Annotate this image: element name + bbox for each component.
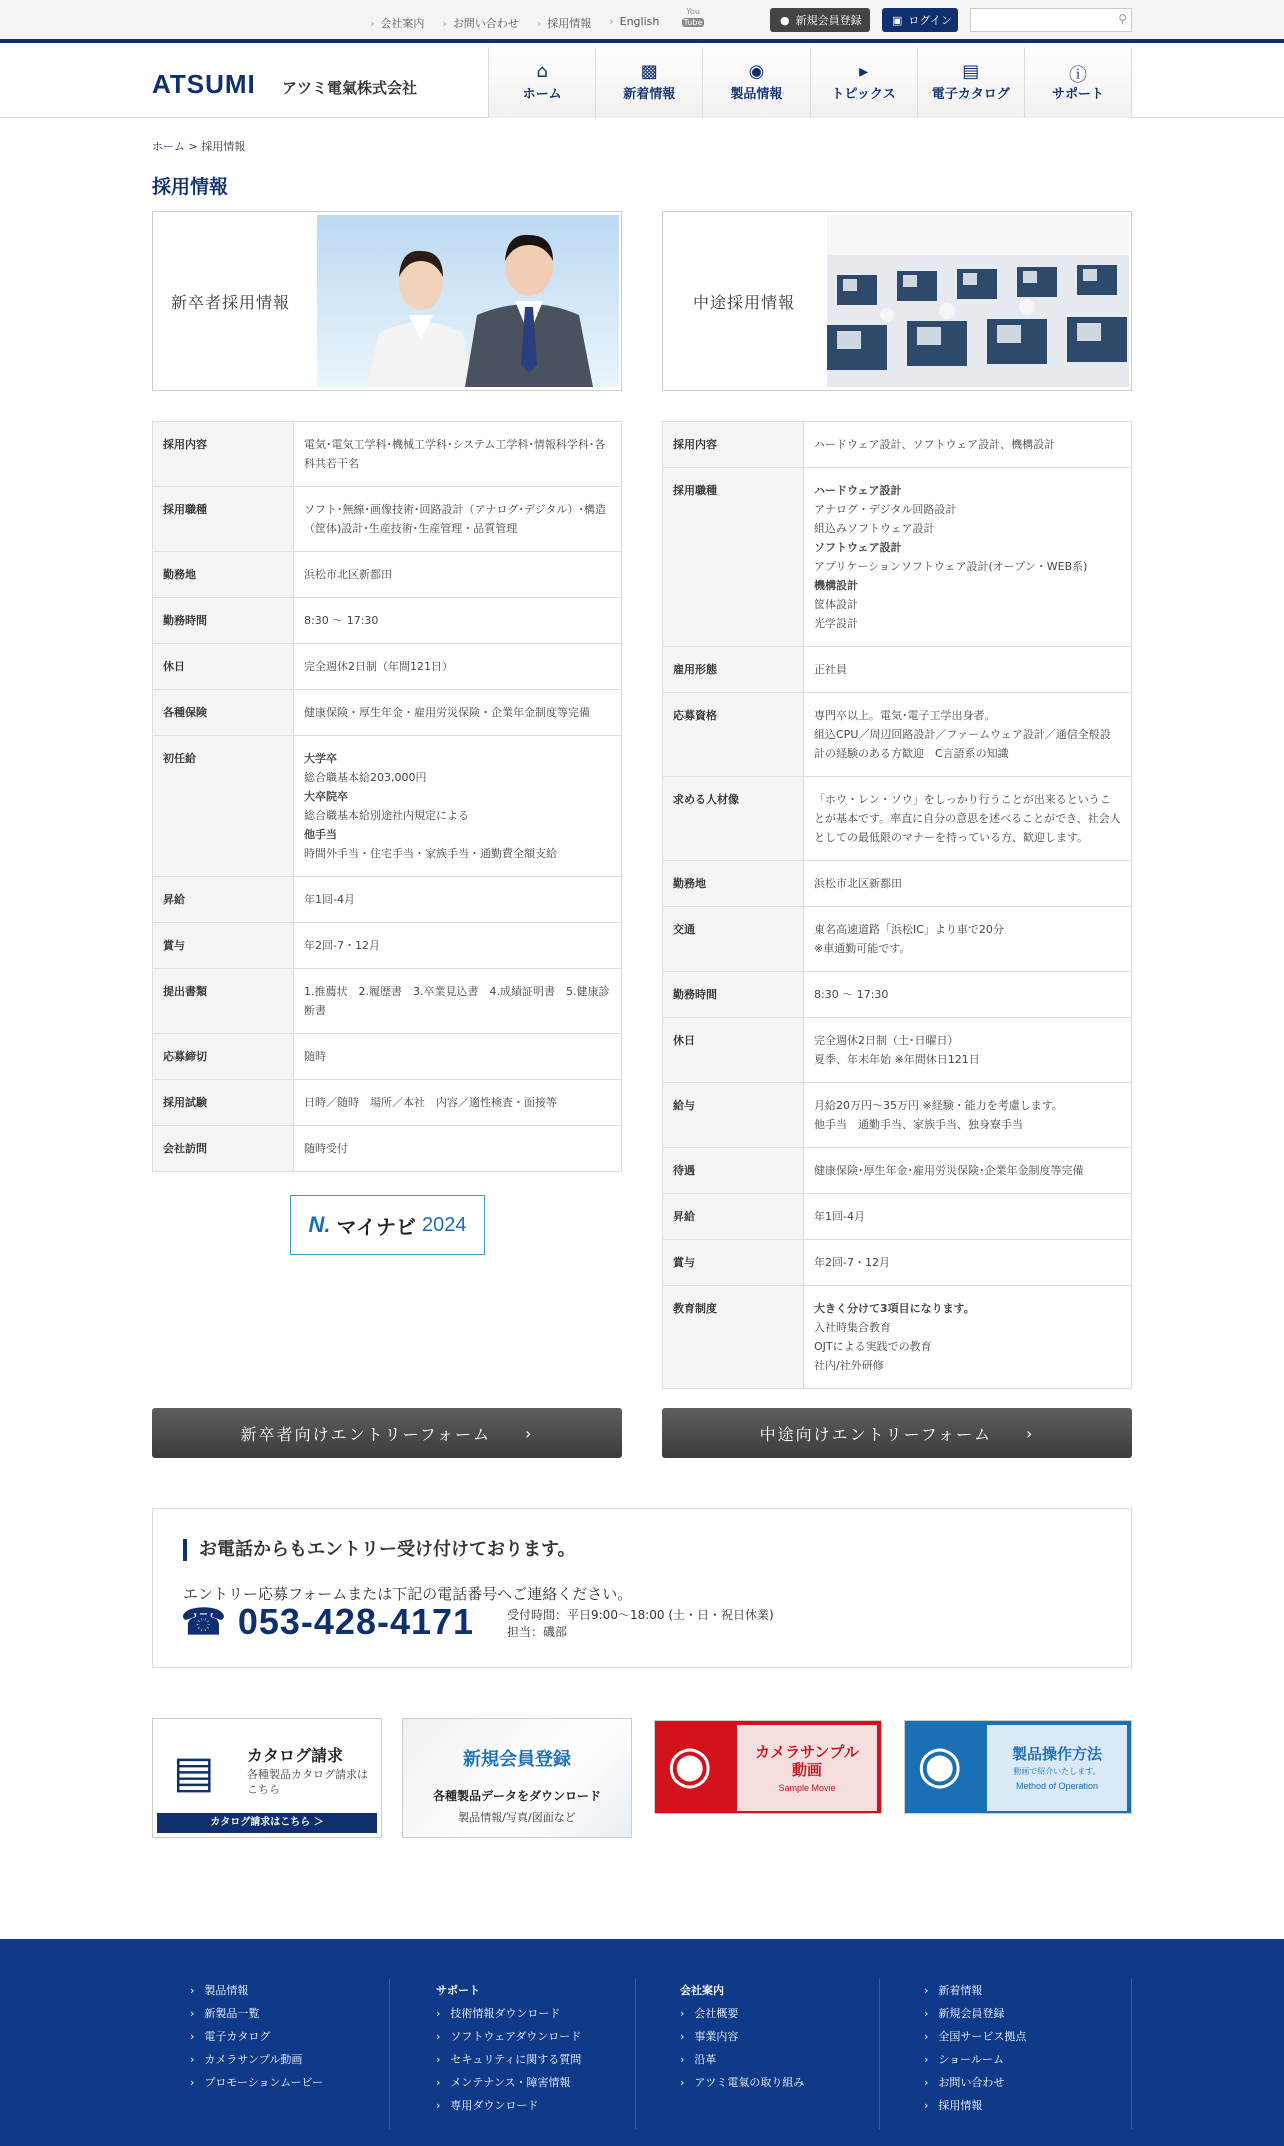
phone-icon: ☎ — [181, 1601, 227, 1642]
value-line: 月給20万円～35万円 ※経験・能力を考慮します。 — [814, 1099, 1063, 1112]
value-line: ※車通勤可能です。 — [814, 942, 911, 955]
search-icon[interactable]: ⚲ — [1118, 12, 1127, 26]
table-value — [804, 777, 1132, 861]
value-line: 組込CPU／周辺回路設計／ファームウェア設計／通信全般設計の経験のある方歓迎 C言語系の知識 — [814, 728, 1111, 760]
value-line: 組込みソフトウェア設計 — [814, 522, 935, 535]
value-line: 夏季、年末年始 ※年間休日121日 — [814, 1053, 980, 1066]
value-line: 光学設計 — [814, 617, 858, 630]
table-row — [663, 1286, 1132, 1389]
chevron-right-icon: › — [525, 1423, 534, 1443]
table-key: 各種保険 — [153, 690, 294, 736]
nav-home[interactable]: ⌂ ホーム — [489, 47, 596, 118]
table-key: 昇給 — [153, 877, 294, 923]
table-key: 求める人材像 — [663, 777, 804, 861]
value-line: 浜松市北区新都田 — [304, 568, 392, 581]
footer-link[interactable]: › 新着情報 — [924, 1979, 1131, 2002]
value-line: 年2回-7・12月 — [304, 939, 380, 952]
value-line: 東名高速道路「浜松IC」より車で20分 — [814, 923, 1004, 936]
logo-company-name[interactable]: アツミ電氣株式会社 — [282, 79, 418, 97]
utility-link-recruit[interactable]: › 採用情報 — [536, 17, 592, 30]
youtube-icon[interactable]: You Tube — [683, 7, 703, 27]
value-line: 随時受付 — [304, 1142, 348, 1155]
footer-link[interactable]: › 新規会員登録 — [924, 2002, 1131, 2025]
info-icon: ⓘ — [1068, 65, 1087, 86]
value-line: 大きく分けて3項目になります。 — [814, 1302, 975, 1315]
table-key: 賞与 — [663, 1240, 804, 1286]
table-row — [153, 422, 622, 487]
chevron-right-icon: › — [1026, 1423, 1035, 1443]
sample-movie-panel: カメラサンプル 動画 Sample Movie — [737, 1725, 877, 1811]
utility-link-contact[interactable]: › お問い合わせ — [442, 17, 519, 30]
table-row — [663, 1194, 1132, 1240]
table-key: 初任給 — [153, 736, 294, 877]
table-value — [294, 690, 622, 736]
footer-link[interactable]: › セキュリティに関する質問 — [436, 2048, 635, 2071]
footer-link[interactable]: › プロモーションムービー — [190, 2071, 389, 2094]
table-value — [804, 861, 1132, 907]
table-value — [294, 969, 622, 1034]
table-row — [663, 861, 1132, 907]
breadcrumb-home[interactable]: ホーム — [152, 140, 185, 153]
table-row — [663, 907, 1132, 972]
table-value — [804, 693, 1132, 777]
table-value — [804, 907, 1132, 972]
utility-link-company[interactable]: › 会社案内 — [370, 17, 425, 30]
catalog-request-banner[interactable]: ▤ カタログ請求 各種製品カタログ請求はこちら カタログ請求はこちら ＞ — [152, 1718, 382, 1838]
footer-heading[interactable]: 会社案内 — [680, 1984, 724, 1997]
new-grad-banner-label: 新卒者採用情報 — [171, 293, 291, 312]
value-line: 社内/社外研修 — [814, 1359, 884, 1372]
value-line: ハードウェア設計、ソフトウェア設計、機構設計 — [814, 438, 1056, 451]
footer-link[interactable]: › 会社概要 — [680, 2002, 879, 2025]
table-key: 休日 — [153, 644, 294, 690]
table-key: 提出書類 — [153, 969, 294, 1034]
logo[interactable]: ATSUMI — [152, 69, 256, 99]
open-book-icon: ▤ — [173, 1747, 215, 1798]
table-row — [153, 644, 622, 690]
value-line: 健康保険･厚生年金･雇用労災保険･企業年金制度等完備 — [814, 1164, 1084, 1177]
value-line: 他手当 — [304, 828, 337, 841]
book-icon: ▤ — [962, 61, 980, 82]
table-value — [294, 552, 622, 598]
footer-link[interactable]: › 製品情報 — [190, 1979, 389, 2002]
footer-link[interactable]: › 新製品一覧 — [190, 2002, 389, 2025]
footer-link[interactable]: › カメラサンプル動画 — [190, 2048, 389, 2071]
value-line: 総合職基本給別途社内規定による — [304, 809, 469, 822]
mid-career-banner[interactable] — [662, 211, 1132, 391]
table-row — [153, 598, 622, 644]
table-key: 待遇 — [663, 1148, 804, 1194]
table-key: 採用内容 — [663, 422, 804, 468]
phone-hours: 受付時間：平日9:00～18:00 (土・日・祝日休業) 担当：磯部 — [507, 1608, 774, 1639]
table-row — [663, 693, 1132, 777]
movie-camera-icon: ◉ — [917, 1735, 963, 1795]
breadcrumb-current: 採用情報 — [201, 140, 246, 153]
camera-icon: ◉ — [748, 61, 765, 82]
table-value — [804, 1018, 1132, 1083]
value-line: 8:30 ～ 17:30 — [814, 988, 889, 1001]
value-line: 完全週休2日制（土･日曜日） — [814, 1034, 959, 1047]
value-line: 専門卒以上。電気･電子工学出身者。 — [814, 709, 996, 722]
table-key: 勤務時間 — [663, 972, 804, 1018]
table-value — [294, 923, 622, 969]
phone-lead: エントリー応募フォームまたは下記の電話番号へご連絡ください。 — [183, 1585, 633, 1603]
table-value — [294, 422, 622, 487]
table-value — [804, 1286, 1132, 1389]
value-line: 浜松市北区新都田 — [814, 877, 902, 890]
nav-support[interactable]: ⓘ サポート — [1025, 47, 1132, 118]
footer-link[interactable]: › 全国サービス拠点 — [924, 2025, 1131, 2048]
value-line: ソフトウェア設計 — [814, 541, 902, 554]
mynavi-banner[interactable]: N. マイナビ 2024 — [290, 1195, 485, 1255]
table-row — [663, 777, 1132, 861]
table-key: 賞与 — [153, 923, 294, 969]
register-button[interactable]: ● 新規会員登録 — [770, 8, 870, 32]
table-row — [153, 1080, 622, 1126]
table-row — [663, 647, 1132, 693]
table-row — [663, 1018, 1132, 1083]
table-value — [804, 647, 1132, 693]
movie-camera-icon: ◉ — [667, 1735, 713, 1795]
value-line: 8:30 ～ 17:30 — [304, 614, 379, 627]
mid-career-entry-button[interactable]: 中途向けエントリーフォーム › — [662, 1408, 1132, 1458]
site-footer — [0, 1939, 1284, 2146]
new-grad-banner[interactable] — [152, 211, 622, 391]
table-row — [153, 552, 622, 598]
value-line: 大卒院卒 — [304, 790, 348, 803]
sample-movie-banner[interactable] — [654, 1720, 882, 1814]
table-key: 交通 — [663, 907, 804, 972]
table-row — [663, 468, 1132, 647]
footer-col-products — [190, 1979, 390, 2129]
phone-heading: お電話からもエントリー受け付けております。 — [183, 1539, 576, 1561]
table-row — [153, 877, 622, 923]
nav-catalog[interactable]: ▤ 電子カタログ — [918, 47, 1025, 118]
table-key: 会社訪問 — [153, 1126, 294, 1172]
value-line: 随時 — [304, 1050, 326, 1063]
home-icon: ⌂ — [536, 61, 548, 82]
table-value — [804, 1194, 1132, 1240]
mid-career-banner-label: 中途採用情報 — [693, 293, 796, 312]
site-header — [0, 47, 1284, 118]
utility-links — [370, 15, 659, 31]
value-line: 他手当 通勤手当、家族手当、独身寮手当 — [814, 1118, 1023, 1131]
footer-link[interactable]: › 電子カタログ — [190, 2025, 389, 2048]
table-row — [153, 969, 622, 1034]
table-value — [294, 1080, 622, 1126]
table-value — [804, 422, 1132, 468]
footer-link[interactable]: › 専用ダウンロード — [436, 2094, 635, 2117]
table-row — [153, 690, 622, 736]
table-value — [804, 972, 1132, 1018]
operation-method-panel: 製品操作方法 動画で紹介いたします。 Method of Operation — [987, 1725, 1127, 1811]
table-key: 採用職種 — [663, 468, 804, 647]
table-row — [153, 1034, 622, 1080]
footer-heading[interactable]: サポート — [436, 1984, 480, 1997]
office-photo — [827, 215, 1129, 387]
value-line: 時間外手当・住宅手当・家族手当・通勤費全額支給 — [304, 847, 557, 860]
value-line: 日時／随時 場所／本社 内容／適性検査・面接等 — [304, 1096, 557, 1109]
value-line: ハードウェア設計 — [814, 484, 902, 497]
footer-link[interactable]: › お問い合わせ — [924, 2071, 1131, 2094]
value-line: 健康保険・厚生年金・雇用労災保険・企業年金制度等完備 — [304, 706, 590, 719]
footer-link[interactable]: › ソフトウェアダウンロード — [436, 2025, 635, 2048]
mynavi-logo-icon: N. — [308, 1212, 331, 1237]
table-row — [153, 1126, 622, 1172]
phone-number[interactable]: ☎ 053-428-4171 — [181, 1601, 475, 1642]
value-line: OJTによる実践での教育 — [814, 1340, 932, 1353]
mid-career-table — [662, 421, 1132, 1389]
table-key: 応募締切 — [153, 1034, 294, 1080]
footer-link[interactable]: › 事業内容 — [680, 2025, 879, 2048]
value-line: アナログ・デジタル回路設計 — [814, 503, 957, 516]
search-box — [970, 8, 1132, 32]
table-key: 採用職種 — [153, 487, 294, 552]
table-key: 応募資格 — [663, 693, 804, 777]
new-grad-entry-button[interactable]: 新卒者向けエントリーフォーム › — [152, 1408, 622, 1458]
value-line: 機構設計 — [814, 579, 858, 592]
member-register-banner[interactable]: 新規会員登録 各種製品データをダウンロード 製品情報/写真/図面など — [402, 1718, 632, 1838]
utility-link-english[interactable]: › English — [609, 15, 660, 28]
page-title: 採用情報 — [152, 176, 229, 198]
footer-link[interactable]: › 技術情報ダウンロード — [436, 2002, 635, 2025]
value-line: 正社員 — [814, 663, 847, 676]
value-line: 1.推薦状 2.履歴書 3.卒業見込書 4.成績証明書 5.健康診断書 — [304, 985, 610, 1017]
value-line: 年1回-4月 — [814, 1210, 865, 1223]
breadcrumb: ホーム > 採用情報 — [152, 140, 246, 153]
table-key: 休日 — [663, 1018, 804, 1083]
table-value — [294, 644, 622, 690]
lock-icon: ▣ — [892, 13, 903, 27]
footer-link[interactable]: › 沿革 — [680, 2048, 879, 2071]
table-value — [804, 1148, 1132, 1194]
table-row — [663, 1083, 1132, 1148]
footer-link[interactable]: › ショールーム — [924, 2048, 1131, 2071]
table-value — [804, 1240, 1132, 1286]
phone-entry-box — [152, 1508, 1132, 1668]
table-key: 給与 — [663, 1083, 804, 1148]
table-value — [294, 487, 622, 552]
catalog-request-link[interactable]: カタログ請求はこちら ＞ — [157, 1813, 377, 1833]
chat-icon: ▩ — [640, 61, 658, 82]
table-value — [294, 877, 622, 923]
table-row — [153, 736, 622, 877]
nav-products[interactable]: ◉ 製品情報 — [703, 47, 810, 118]
value-line: 年1回-4月 — [304, 893, 355, 906]
table-key: 勤務時間 — [153, 598, 294, 644]
table-value — [294, 1034, 622, 1080]
footer-col-support — [436, 1979, 636, 2129]
value-line: 「ホウ・レン・ソウ」をしっかり行うことが出来るということが基本です。率直に自分の意思を述べることができ、社会人としての最低限のマナーを持っている方、歓迎します。 — [814, 793, 1121, 844]
value-line: 入社時集合教育 — [814, 1321, 891, 1334]
value-line: 総合職基本給203,000円 — [304, 771, 427, 784]
table-row — [663, 1240, 1132, 1286]
value-line: 完全週休2日制（年間121日） — [304, 660, 453, 673]
table-value — [294, 598, 622, 644]
table-value — [294, 736, 622, 877]
table-row — [663, 422, 1132, 468]
table-key: 勤務地 — [663, 861, 804, 907]
value-line: 電気･電気工学科･機械工学科･システム工学科･情報科学科･各科共若干名 — [304, 438, 606, 470]
table-row — [153, 923, 622, 969]
table-value — [804, 1083, 1132, 1148]
utility-bar — [0, 0, 1284, 43]
footer-link[interactable]: › アツミ電氣の取り組み — [680, 2071, 879, 2094]
table-value — [294, 1126, 622, 1172]
footer-link[interactable]: › メンテナンス・障害情報 — [436, 2071, 635, 2094]
nav-topics[interactable]: ▸ トピックス — [811, 47, 918, 118]
table-row — [663, 1148, 1132, 1194]
footer-link[interactable]: › 採用情報 — [924, 2094, 1131, 2117]
footer-col-info — [924, 1979, 1132, 2129]
megaphone-icon: ▸ — [859, 61, 869, 82]
user-icon: ● — [780, 13, 790, 27]
global-nav — [488, 47, 1132, 118]
table-key: 勤務地 — [153, 552, 294, 598]
footer-col-company — [680, 1979, 880, 2129]
table-key: 採用試験 — [153, 1080, 294, 1126]
table-row — [153, 487, 622, 552]
value-line: 筐体設計 — [814, 598, 858, 611]
table-value — [804, 468, 1132, 647]
table-key: 教育制度 — [663, 1286, 804, 1389]
table-key: 採用内容 — [153, 422, 294, 487]
table-key: 雇用形態 — [663, 647, 804, 693]
value-line: 年2回-7・12月 — [814, 1256, 890, 1269]
value-line: アプリケーションソフトウェア設計(オープン・WEB系) — [814, 560, 1088, 573]
new-grad-photo — [317, 215, 619, 387]
value-line: 大学卒 — [304, 752, 337, 765]
value-line: ソフト･無線･画像技術･回路設計（アナログ･デジタル）･構造（筐体)設計･生産技術･生産管理・品質管理 — [304, 503, 606, 535]
login-button[interactable]: ▣ ログイン — [882, 8, 958, 32]
nav-news[interactable]: ▩ 新着情報 — [596, 47, 703, 118]
table-row — [663, 972, 1132, 1018]
new-grad-table — [152, 421, 622, 1172]
table-key: 昇給 — [663, 1194, 804, 1240]
search-input[interactable] — [971, 10, 1101, 32]
operation-method-banner[interactable] — [904, 1720, 1132, 1814]
